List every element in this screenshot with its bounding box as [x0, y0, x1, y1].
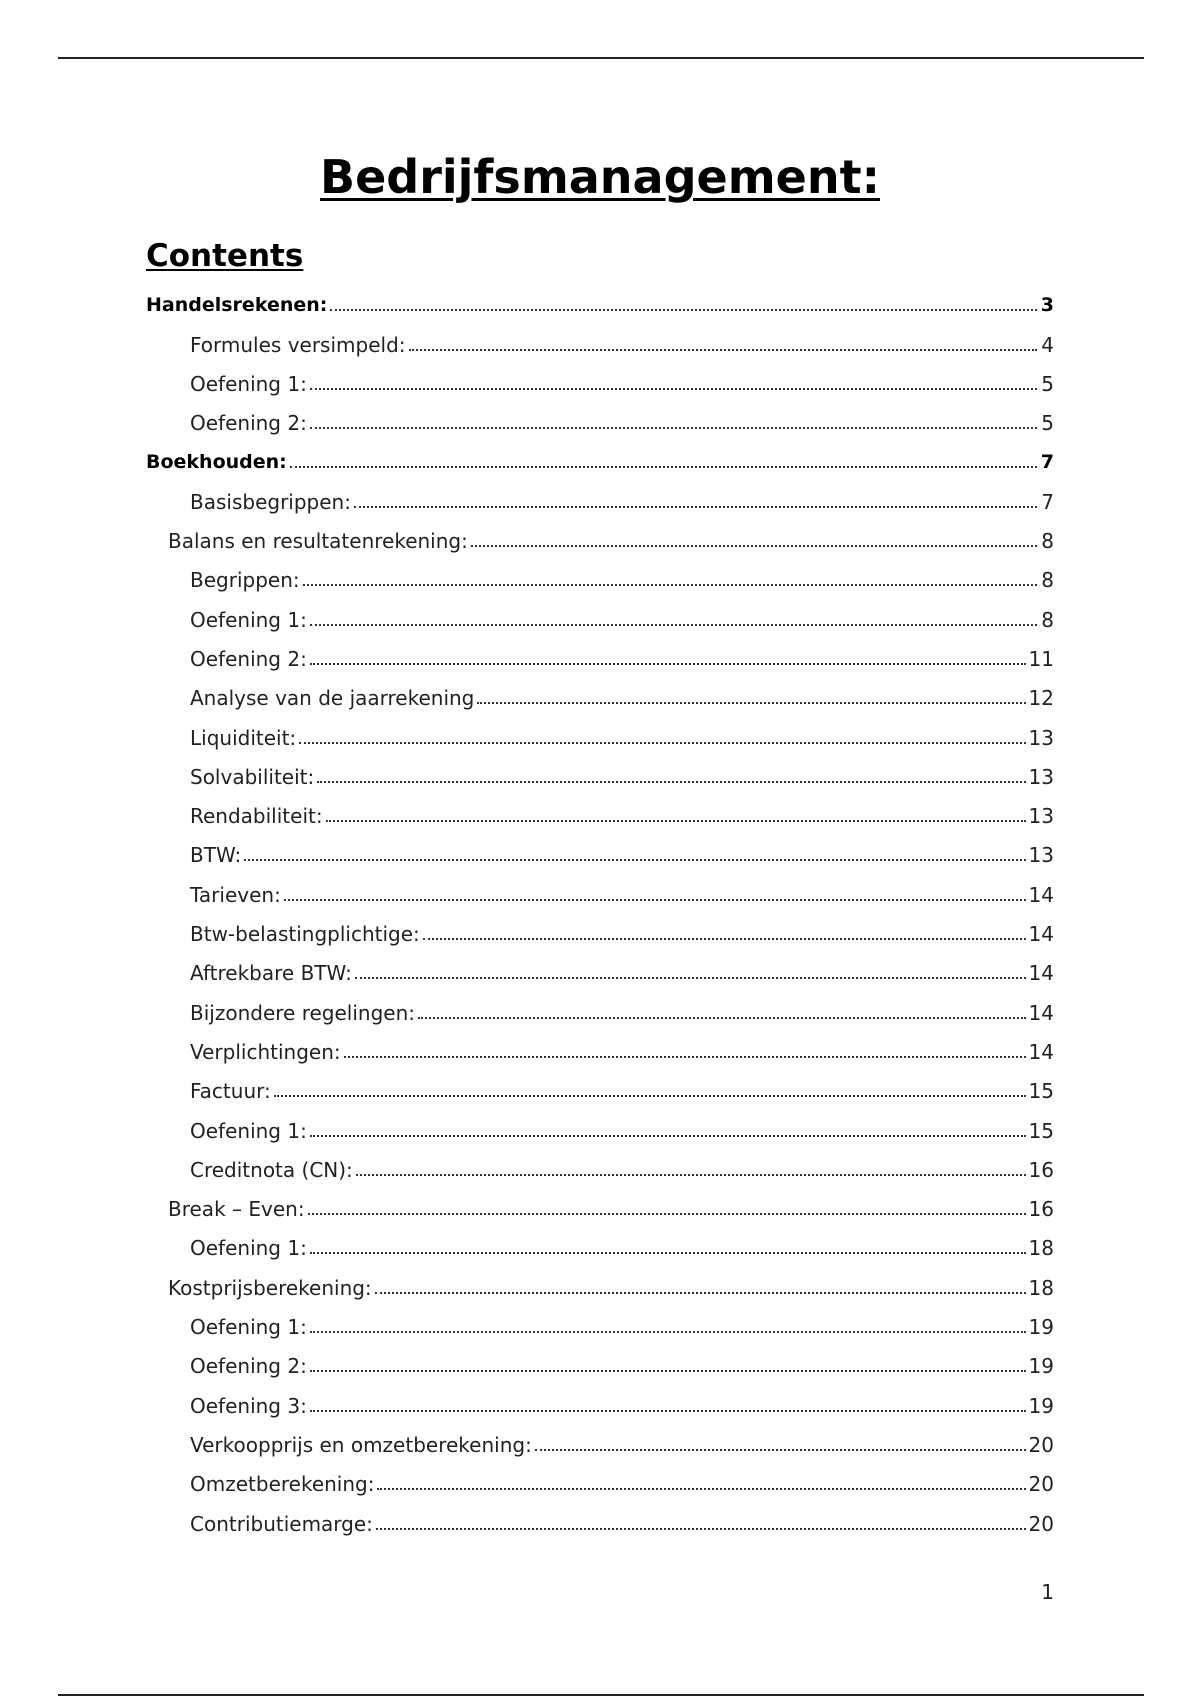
dot-leader [299, 742, 1025, 744]
toc-entry-page: 13 [1028, 843, 1054, 868]
footer-rule [58, 1694, 1144, 1696]
toc-entry-label: Oefening 2: [190, 1354, 307, 1379]
dot-leader [409, 349, 1037, 351]
dot-leader [310, 1370, 1026, 1372]
toc-entry-label: Liquiditeit: [190, 725, 297, 750]
dot-leader [284, 899, 1026, 901]
toc-entry-label: Btw-belastingplichtige: [190, 922, 420, 947]
toc-entry-label: Factuur: [190, 1079, 271, 1104]
toc-entry[interactable] [146, 867, 1054, 906]
toc-entry-label: Tarieven: [190, 882, 281, 907]
toc-entry[interactable] [146, 514, 1054, 553]
toc-entry-page: 18 [1028, 1275, 1054, 1300]
page-number: 1 [1041, 1580, 1054, 1604]
toc-entry[interactable] [146, 985, 1054, 1024]
dot-leader [377, 1488, 1025, 1490]
toc-entry-page: 20 [1028, 1511, 1054, 1536]
toc-entry-page: 14 [1028, 961, 1054, 986]
contents-heading: Contents [146, 238, 304, 274]
toc-entry-page: 3 [1040, 294, 1054, 317]
toc-entry-page: 18 [1028, 1236, 1054, 1261]
dot-leader [310, 624, 1037, 626]
toc-entry-label: Oefening 3: [190, 1393, 307, 1418]
dot-leader [310, 1252, 1026, 1254]
toc-entry-page: 11 [1028, 646, 1054, 671]
toc-entry-label: Kostprijsberekening: [168, 1275, 372, 1300]
toc-entry-page: 15 [1028, 1118, 1054, 1143]
header-rule [58, 57, 1144, 59]
toc-entry-label: Bijzondere regelingen: [190, 1000, 415, 1025]
toc-entry[interactable] [146, 357, 1054, 396]
toc-entry-page: 8 [1041, 568, 1054, 593]
dot-leader [330, 309, 1037, 311]
toc-entry-label: Formules versimpeld: [190, 332, 406, 357]
toc-entry[interactable] [146, 1064, 1054, 1103]
toc-entry[interactable] [146, 1103, 1054, 1142]
dot-leader [423, 938, 1026, 940]
toc-entry-page: 20 [1028, 1472, 1054, 1497]
toc-entry-page: 8 [1041, 529, 1054, 554]
toc-entry-page: 13 [1028, 804, 1054, 829]
toc-entry[interactable] [146, 632, 1054, 671]
toc-entry[interactable] [146, 710, 1054, 749]
toc-entry-label: Basisbegrippen: [190, 489, 351, 514]
dot-leader [310, 1331, 1026, 1333]
dot-leader [317, 781, 1025, 783]
toc-entry-page: 19 [1028, 1393, 1054, 1418]
toc-entry-label: Oefening 1: [190, 1315, 307, 1340]
toc-entry-page: 15 [1028, 1079, 1054, 1104]
toc-entry-label: Begrippen: [190, 568, 300, 593]
dot-leader [356, 1174, 1026, 1176]
dot-leader [471, 545, 1037, 547]
toc-entry[interactable] [146, 789, 1054, 828]
dot-leader [375, 1292, 1026, 1294]
toc-entry[interactable] [146, 1025, 1054, 1064]
toc-entry[interactable] [146, 1182, 1054, 1221]
toc-entry[interactable] [146, 828, 1054, 867]
toc-entry-page: 5 [1041, 411, 1054, 436]
toc-entry-page: 13 [1028, 764, 1054, 789]
toc-entry-label: Oefening 1: [190, 607, 307, 632]
toc-entry-page: 19 [1028, 1315, 1054, 1340]
dot-leader [477, 702, 1025, 704]
toc-entry-page: 8 [1041, 607, 1054, 632]
toc-entry-label: Solvabiliteit: [190, 764, 315, 789]
dot-leader [535, 1449, 1026, 1451]
toc-entry-page: 7 [1041, 489, 1054, 514]
toc-entry[interactable] [146, 592, 1054, 631]
dot-leader [310, 427, 1037, 429]
toc-entry-page: 14 [1028, 882, 1054, 907]
dot-leader [303, 584, 1037, 586]
document-title: Bedrijfsmanagement: [320, 150, 880, 204]
toc-entry-page: 14 [1028, 1039, 1054, 1064]
toc-entry-label: BTW: [190, 843, 242, 868]
toc-entry-page: 4 [1041, 332, 1054, 357]
dot-leader [344, 1056, 1026, 1058]
toc-entry-label: Omzetberekening: [190, 1472, 375, 1497]
toc-entry[interactable] [146, 1418, 1054, 1457]
dot-leader [354, 506, 1037, 508]
toc-entry[interactable] [146, 1143, 1054, 1182]
toc-entry[interactable] [146, 553, 1054, 592]
toc-entry-page: 14 [1028, 922, 1054, 947]
toc-entry-label: Oefening 1: [190, 371, 307, 396]
table-of-contents [146, 278, 1054, 1536]
toc-entry-page: 19 [1028, 1354, 1054, 1379]
toc-entry-label: Verplichtingen: [190, 1039, 341, 1064]
toc-entry-label: Oefening 1: [190, 1236, 307, 1261]
dot-leader [274, 1095, 1026, 1097]
dot-leader [308, 1213, 1026, 1215]
dot-leader [310, 388, 1037, 390]
toc-entry-page: 16 [1028, 1157, 1054, 1182]
toc-entry-label: Oefening 1: [190, 1118, 307, 1143]
toc-entry[interactable] [146, 1457, 1054, 1496]
dot-leader [244, 859, 1025, 861]
toc-entry-label: Contributiemarge: [190, 1511, 373, 1536]
toc-entry-label: Rendabiliteit: [190, 804, 323, 829]
toc-entry[interactable] [146, 907, 1054, 946]
toc-entry-page: 14 [1028, 1000, 1054, 1025]
toc-entry[interactable] [146, 396, 1054, 435]
toc-entry[interactable] [146, 1300, 1054, 1339]
toc-entry-page: 12 [1028, 686, 1054, 711]
dot-leader [310, 663, 1026, 665]
toc-entry[interactable] [146, 474, 1054, 513]
dot-leader [376, 1528, 1026, 1530]
toc-entry[interactable] [146, 317, 1054, 356]
toc-entry[interactable] [146, 946, 1054, 985]
toc-entry-label: Oefening 2: [190, 646, 307, 671]
dot-leader [355, 977, 1026, 979]
toc-entry[interactable] [146, 1221, 1054, 1260]
dot-leader [310, 1410, 1026, 1412]
toc-entry[interactable] [146, 671, 1054, 710]
dot-leader [290, 466, 1037, 468]
toc-entry-page: 13 [1028, 725, 1054, 750]
dot-leader [326, 820, 1026, 822]
dot-leader [310, 1135, 1026, 1137]
toc-entry-label: Verkoopprijs en omzetberekening: [190, 1432, 532, 1457]
toc-entry[interactable] [146, 1496, 1054, 1535]
toc-entry-label: Oefening 2: [190, 411, 307, 436]
toc-entry-label: Balans en resultatenrekening: [168, 529, 468, 554]
toc-entry[interactable] [146, 278, 1054, 317]
toc-entry[interactable] [146, 1260, 1054, 1299]
toc-entry[interactable] [146, 1378, 1054, 1417]
toc-entry-label: Aftrekbare BTW: [190, 961, 352, 986]
toc-entry-page: 7 [1040, 451, 1054, 474]
dot-leader [418, 1017, 1026, 1019]
toc-entry-label: Handelsrekenen: [146, 294, 328, 317]
toc-entry[interactable] [146, 1339, 1054, 1378]
toc-entry-label: Analyse van de jaarrekening [190, 686, 475, 711]
toc-entry[interactable] [146, 750, 1054, 789]
toc-entry-label: Break – Even: [168, 1197, 305, 1222]
toc-entry-page: 20 [1028, 1432, 1054, 1457]
toc-entry-page: 5 [1041, 371, 1054, 396]
toc-entry-label: Creditnota (CN): [190, 1157, 353, 1182]
toc-entry[interactable] [146, 435, 1054, 474]
toc-entry-label: Boekhouden: [146, 451, 287, 474]
toc-entry-page: 16 [1028, 1197, 1054, 1222]
